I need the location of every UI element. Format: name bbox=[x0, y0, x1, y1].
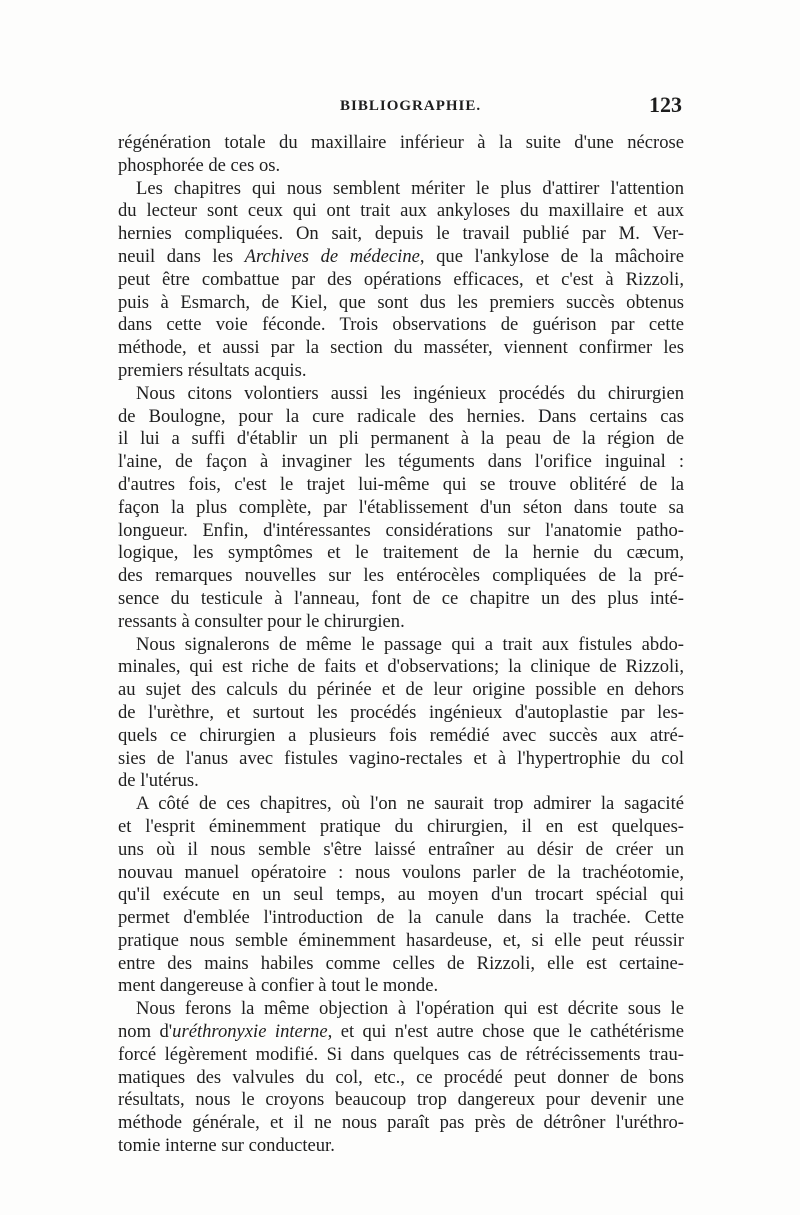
text-line: phosphorée de ces os. bbox=[118, 154, 281, 176]
page-number: 123 bbox=[649, 92, 682, 117]
text-line: Nous ferons la même objection à l'opération qui est décrite sous le bbox=[136, 998, 684, 1020]
text-line: nouvau manuel opératoire : nous voulons parler de la trachéotomie, bbox=[118, 861, 684, 883]
text-line: longueur. Enfin, d'intéressantes considérations sur l'anatomie patho- bbox=[118, 519, 684, 541]
text-line: Nous signalerons de même le passage qui a trait aux fistules abdo- bbox=[136, 633, 684, 655]
text-line: Les chapitres qui nous semblent mériter le plus d'attirer l'attention bbox=[136, 177, 684, 199]
running-title: BIBLIOGRAPHIE. bbox=[340, 98, 482, 114]
text-line: méthode générale, et il ne nous paraît pas près de détrôner l'uréthro- bbox=[118, 1112, 684, 1134]
text-line: minales, qui est riche de faits et d'observations; la clinique de Rizzoli, bbox=[118, 656, 684, 678]
text-line: il lui a suffi d'établir un pli permanent à la peau de la région de bbox=[118, 428, 684, 450]
text-line: A côté de ces chapitres, où l'on ne saurait trop admirer la sagacité bbox=[136, 793, 684, 815]
text-line: entre des mains habiles comme celles de Rizzoli, elle est certaine- bbox=[118, 952, 684, 974]
text-line: premiers résultats acquis. bbox=[118, 359, 307, 381]
text-line: uns où il nous semble s'être laissé entraîner au désir de créer un bbox=[118, 838, 684, 860]
text-line bbox=[118, 246, 684, 269]
text-line: de l'utérus. bbox=[118, 770, 199, 792]
text-line: forcé légèrement modifié. Si dans quelques cas de rétrécissements trau- bbox=[118, 1043, 684, 1065]
text-line: quels ce chirurgien a plusieurs fois remédié avec succès aux atré- bbox=[118, 724, 684, 746]
text-line: Nous citons volontiers aussi les ingénieux procédés du chirurgien bbox=[136, 382, 684, 404]
text-line: ressants à consulter pour le chirurgien. bbox=[118, 610, 405, 632]
text-line: sence du testicule à l'anneau, font de ce chapitre un des plus inté- bbox=[118, 587, 684, 609]
text-run: neuil dans les bbox=[118, 245, 245, 267]
text-line: peut être combattue par des opérations efficaces, et c'est à Rizzoli, bbox=[118, 268, 684, 290]
text-line: au sujet des calculs du périnée et de leur origine possible en dehors bbox=[118, 679, 684, 701]
text-line: régénération totale du maxillaire inférieur à la suite d'une nécrose bbox=[118, 132, 684, 153]
text-line: sies de l'anus avec fistules vagino-rectales et à l'hypertrophie du col bbox=[118, 747, 684, 769]
text-line: façon la plus complète, par l'établissement d'un séton dans toute sa bbox=[118, 496, 684, 518]
text-line: de Boulogne, pour la cure radicale des hernies. Dans certains cas bbox=[118, 405, 684, 427]
text-line: matiques des valvules du col, etc., ce procédé peut donner de bons bbox=[118, 1066, 684, 1088]
text-line: de l'urèthre, et surtout les procédés ingénieux d'autoplastie par les- bbox=[118, 701, 684, 723]
text-line bbox=[118, 1021, 684, 1044]
text-line: tomie interne sur conducteur. bbox=[118, 1135, 335, 1157]
text-line: résultats, nous le croyons beaucoup trop dangereux pour devenir une bbox=[118, 1089, 684, 1111]
text-line: pratique nous semble éminemment hasardeuse, et, si elle peut réussir bbox=[118, 929, 684, 951]
text-line: des remarques nouvelles sur les entérocèles compliquées de la pré- bbox=[118, 565, 684, 587]
text-line: du lecteur sont ceux qui ont trait aux ankyloses du maxillaire et aux bbox=[118, 200, 684, 222]
body-text bbox=[118, 132, 684, 1158]
italic-title: uréthronyxie interne bbox=[172, 1021, 328, 1043]
text-line: logique, les symptômes et le traitement de la hernie du cæcum, bbox=[118, 542, 684, 564]
running-head bbox=[118, 92, 684, 126]
text-line: puis à Esmarch, de Kiel, que sont dus les premiers succès obtenus bbox=[118, 291, 684, 313]
text-line: qu'il exécute en un seul temps, au moyen d'un trocart spécial qui bbox=[118, 884, 684, 906]
text-run: , et qui n'est autre chose que le cathétérisme bbox=[327, 1021, 684, 1043]
text-line: dans cette voie féconde. Trois observations de guérison par cette bbox=[118, 314, 684, 336]
text-line: l'aine, de façon à invaginer les téguments dans l'orifice inguinal : bbox=[118, 451, 684, 473]
text-line: permet d'emblée l'introduction de la canule dans la trachée. Cette bbox=[118, 907, 684, 929]
text-run: , que l'ankylose de la mâchoire bbox=[419, 245, 684, 267]
text-line: et l'esprit éminemment pratique du chirurgien, il en est quelques- bbox=[118, 815, 684, 837]
text-line: hernies compliquées. On sait, depuis le travail publié par M. Ver- bbox=[118, 223, 684, 245]
text-run: nom d' bbox=[118, 1021, 173, 1043]
text-line: méthode, et aussi par la section du masséter, viennent confirmer les bbox=[118, 337, 684, 359]
text-line: ment dangereuse à confier à tout le monde. bbox=[118, 975, 439, 997]
text-line: d'autres fois, c'est le trajet lui-même qui se trouve oblitéré de la bbox=[118, 473, 684, 495]
italic-title: Archives de médecine bbox=[244, 245, 420, 267]
